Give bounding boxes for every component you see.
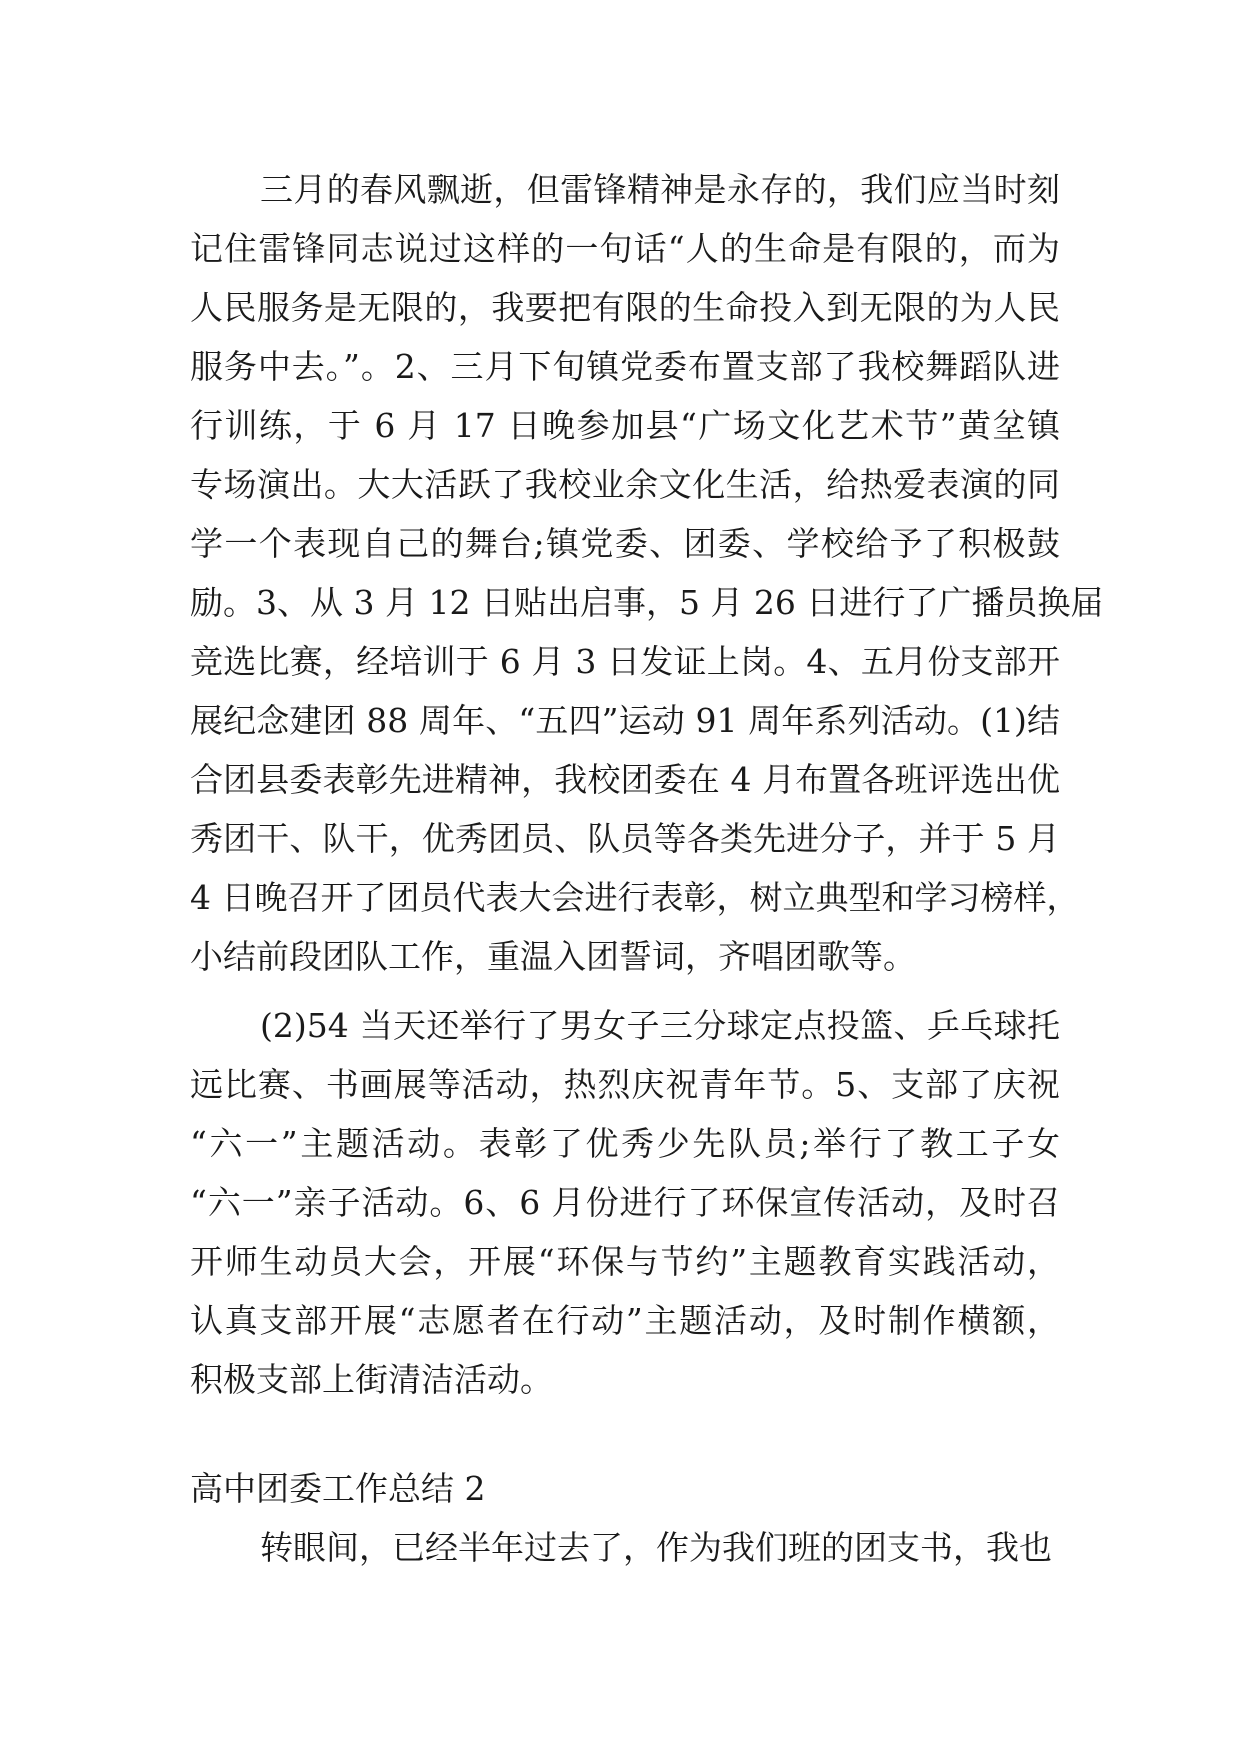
text-line: 转眼间，已经半年过去了，作为我们班的团支书，我也 xyxy=(260,1528,1052,1567)
text-line: 开师生动员大会，开展“环保与节约”主题教育实践活动， xyxy=(190,1242,1060,1281)
paragraph xyxy=(190,996,1060,1409)
section-heading: 高中团委工作总结 2 xyxy=(190,1469,486,1508)
text-line: 专场演出。大大活跃了我校业余文化生活，给热爱表演的同 xyxy=(190,465,1060,504)
paragraph xyxy=(190,1518,1060,1577)
text-line: (2)54 当天还举行了男女子三分球定点投篮、乒乓球托 xyxy=(260,1006,1060,1045)
text-line: 学一个表现自己的舞台;镇党委、团委、学校给予了积极鼓 xyxy=(190,524,1060,563)
text-line: 远比赛、书画展等活动，热烈庆祝青年节。5、支部了庆祝 xyxy=(190,1065,1060,1104)
paragraph xyxy=(190,160,1104,986)
text-line: 合团县委表彰先进精神，我校团委在 4 月布置各班评选出优 xyxy=(190,760,1060,799)
text-line: “六一”主题活动。表彰了优秀少先队员;举行了教工子女 xyxy=(190,1124,1060,1163)
text-line: 4 日晚召开了团员代表大会进行表彰，树立典型和学习榜样， xyxy=(190,878,1080,917)
text-line: 积极支部上街清洁活动。 xyxy=(190,1360,553,1399)
text-line: 人民服务是无限的，我要把有限的生命投入到无限的为人民 xyxy=(190,288,1060,327)
section-spacer xyxy=(190,1409,1060,1459)
text-line: 小结前段团队工作，重温入团誓词，齐唱团歌等。 xyxy=(190,937,916,976)
text-line: 行训练，于 6 月 17 日晚参加县“广场文化艺术节”黄坌镇 xyxy=(190,406,1060,445)
text-line: 服务中去。”。2、三月下旬镇党委布置支部了我校舞蹈队进 xyxy=(190,347,1060,386)
text-line: 三月的春风飘逝，但雷锋精神是永存的，我们应当时刻 xyxy=(260,170,1060,209)
paragraph-spacer xyxy=(190,986,1060,996)
text-line: 秀团干、队干，优秀团员、队员等各类先进分子，并于 5 月 xyxy=(190,819,1060,858)
text-line: 励。3、从 3 月 12 日贴出启事，5 月 26 日进行了广播员换届 xyxy=(190,583,1104,622)
text-line: “六一”亲子活动。6、6 月份进行了环保宣传活动，及时召 xyxy=(190,1183,1060,1222)
text-line: 竞选比赛，经培训于 6 月 3 日发证上岗。4、五月份支部开 xyxy=(190,642,1060,681)
text-line: 认真支部开展“志愿者在行动”主题活动，及时制作横额， xyxy=(190,1301,1060,1340)
text-line: 展纪念建团 88 周年、“五四”运动 91 周年系列活动。(1)结 xyxy=(190,701,1060,740)
text-line: 记住雷锋同志说过这样的一句话“人的生命是有限的，而为 xyxy=(190,229,1060,268)
document-body xyxy=(190,160,1104,1577)
